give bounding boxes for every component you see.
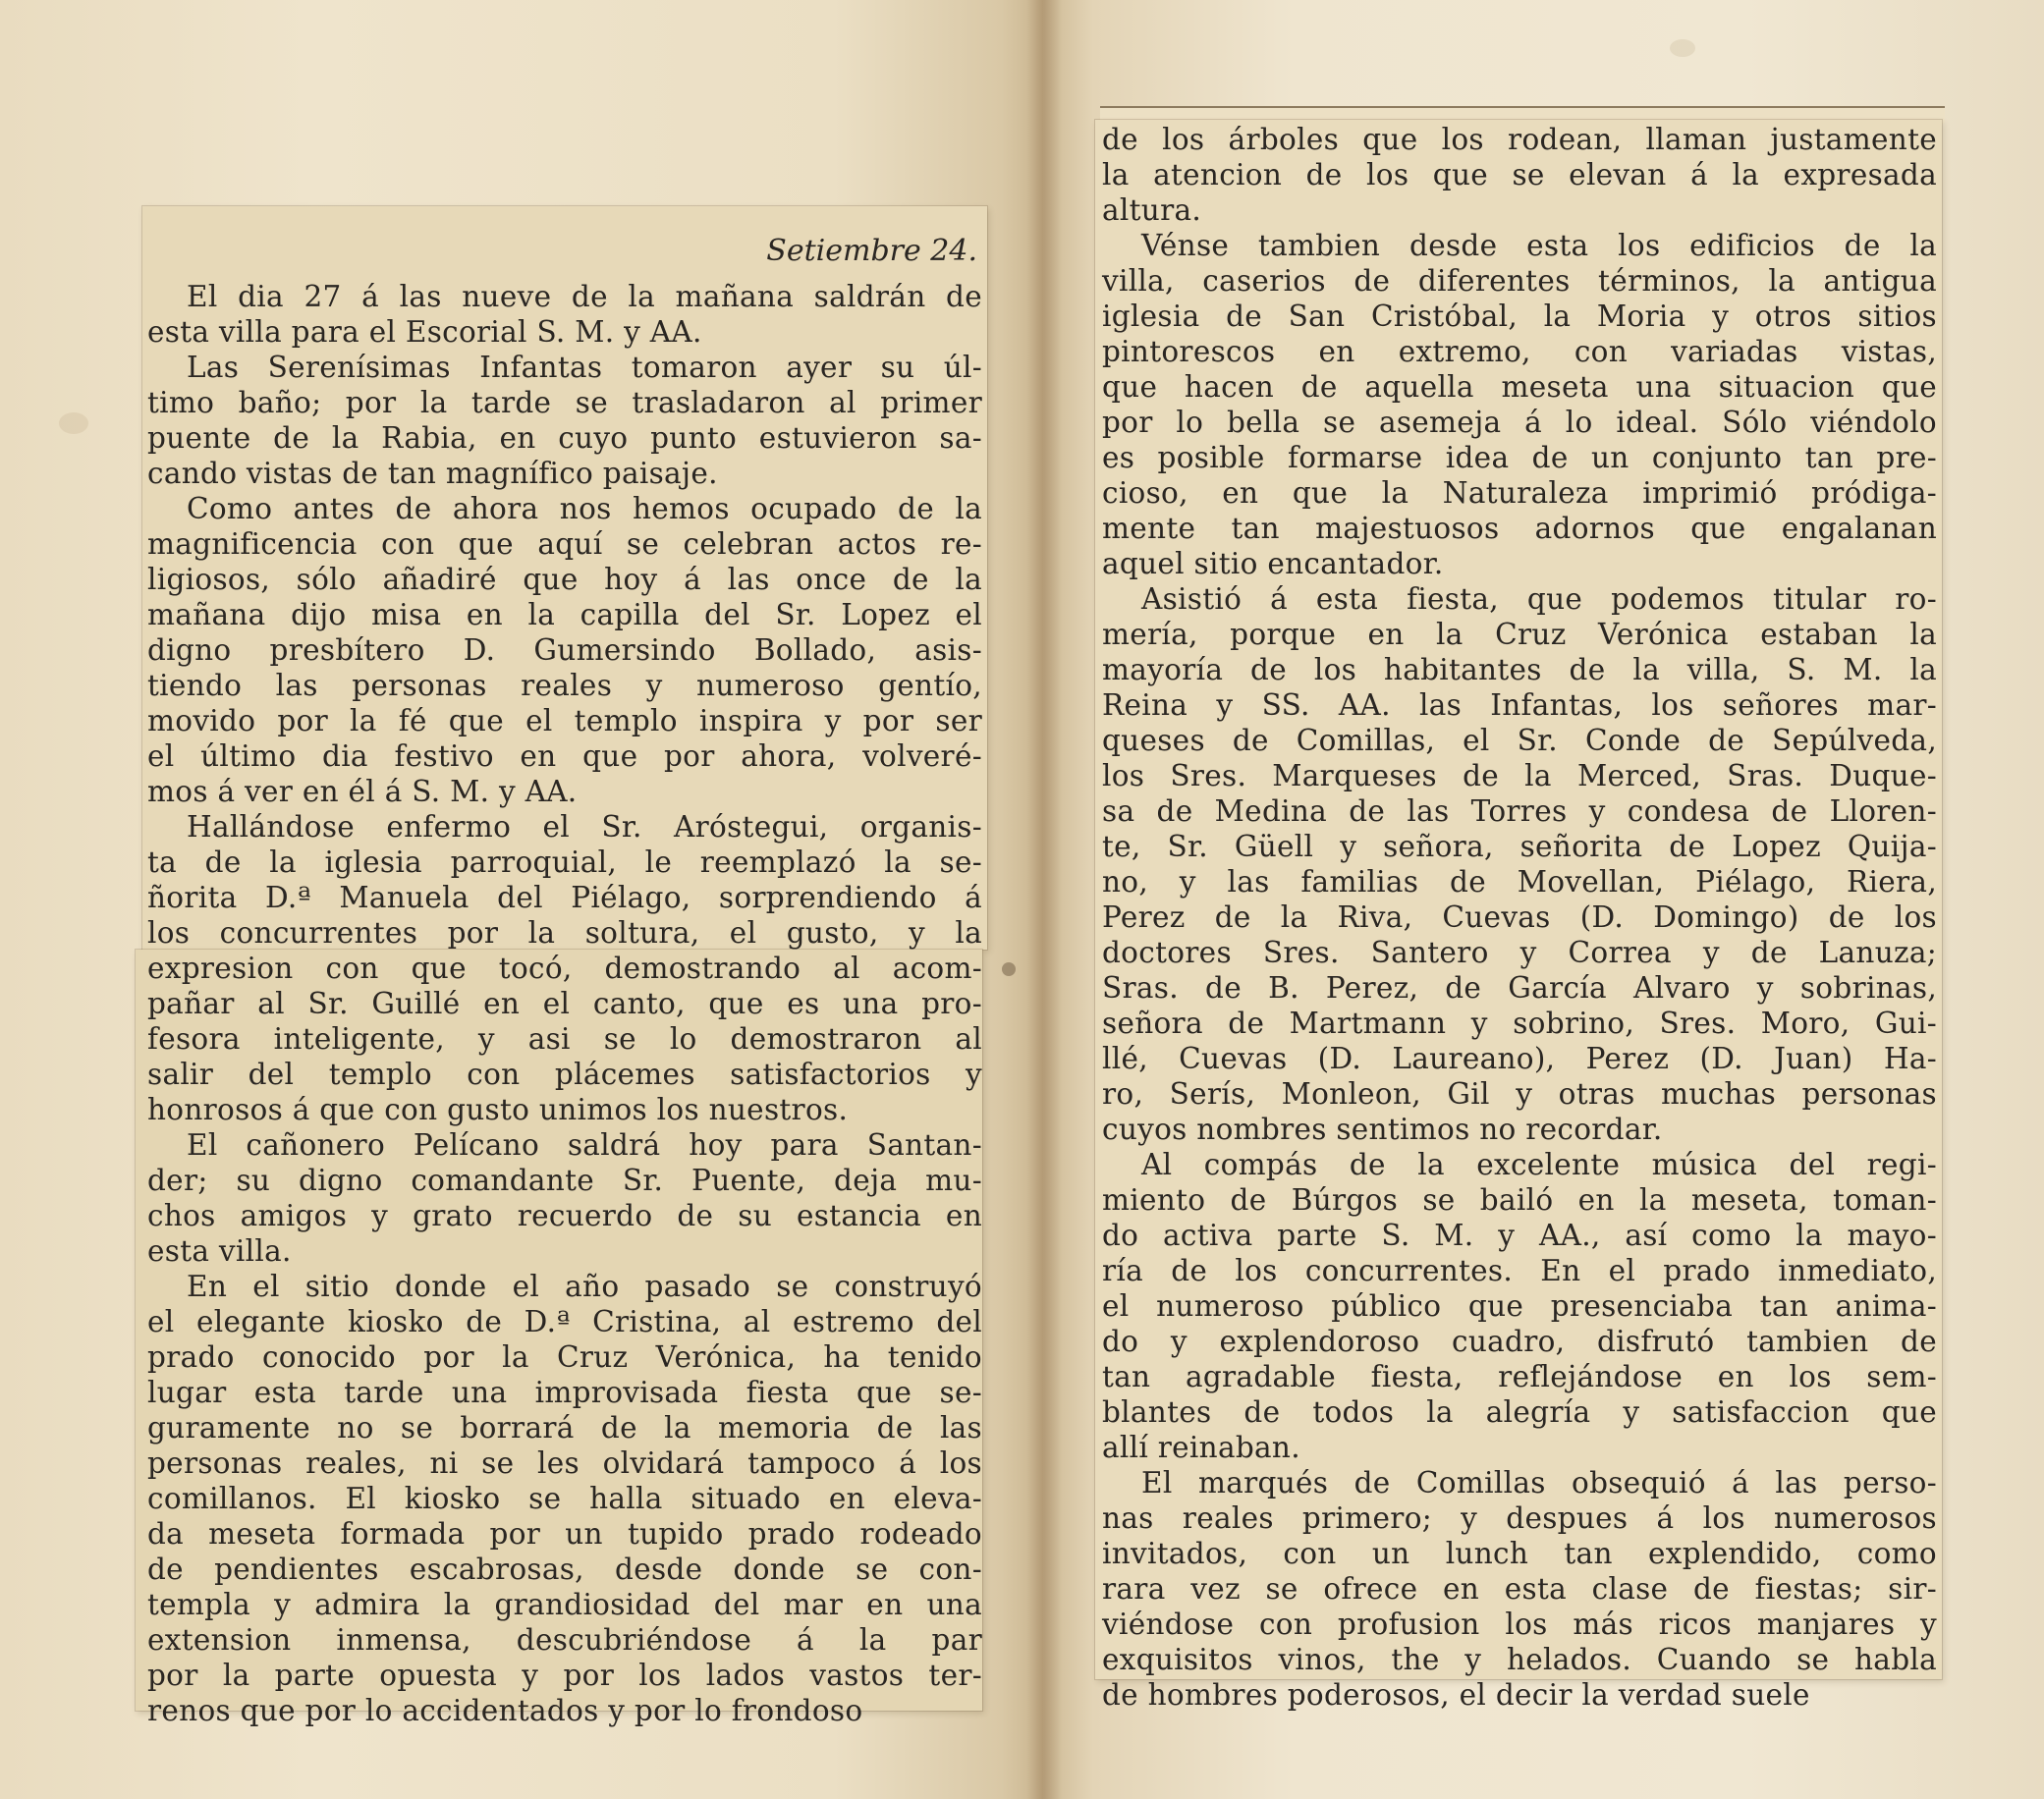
text-line: pintorescos en extremo, con variadas vistas, [1102,335,1937,368]
text-line: El cañonero Pelícano saldrá hoy para Santan- [187,1128,982,1162]
text-line: por la parte opuesta y por los lados vastos ter- [147,1659,982,1692]
text-line: tan agradable fiesta, reflejándose en los sem- [1102,1360,1937,1393]
text-line: renos que por lo accidentados y por lo frondoso [147,1694,863,1727]
text-line: de pendientes escabrosas, desde donde se con- [147,1553,982,1586]
left-column-text [147,279,982,1728]
text-line: salir del templo con plácemes satisfactorios y [147,1058,982,1091]
text-line: mería, porque en la Cruz Verónica estaban la [1102,618,1937,651]
text-line: exquisitos vinos, the y helados. Cuando se habla [1102,1643,1937,1676]
text-line: de los árboles que los rodean, llaman justamente [1102,123,1937,156]
text-line: Como antes de ahora nos hemos ocupado de la [187,492,982,525]
text-line: llé, Cuevas (D. Laureano), Perez (D. Juan) Ha- [1102,1042,1937,1075]
text-line: queses de Comillas, el Sr. Conde de Sepúlveda, [1102,724,1937,757]
text-line: blantes de todos la alegría y satisfaccion que [1102,1395,1937,1429]
text-line: Hallándose enfermo el Sr. Aróstegui, organis- [187,810,982,844]
text-line: el numeroso público que presenciaba tan anima- [1102,1289,1937,1323]
text-line: chos amigos y grato recuerdo de su estancia en [147,1199,982,1232]
text-line: ro, Serís, Monleon, Gil y otras muchas personas [1102,1077,1937,1111]
text-line: comillanos. El kiosko se halla situado en eleva- [147,1482,982,1515]
text-line: miento de Búrgos se bailó en la meseta, toman- [1102,1183,1937,1217]
foxing-spot [1670,39,1695,57]
foxing-spot [1002,962,1016,976]
text-line: El dia 27 á las nueve de la mañana saldrán de [187,280,982,313]
right-column-text [1102,122,1937,1713]
text-line: fesora inteligente, y asi se lo demostraron al [147,1022,982,1056]
text-line: nas reales primero; y despues á los numerosos [1102,1501,1937,1535]
text-line: Reina y SS. AA. las Infantas, los señores mar- [1102,688,1937,722]
text-line: pañar al Sr. Guillé en el canto, que es una pro- [147,987,982,1020]
text-line: esta villa para el Escorial S. M. y AA. [147,315,702,349]
text-line: ría de los concurrentes. En el prado inmediato, [1102,1254,1937,1287]
text-line: mente tan majestuosos adornos que engalanan [1102,512,1937,545]
text-line: rara vez se ofrece en esta clase de fiestas; sir- [1102,1572,1937,1606]
text-line: ñorita D.ª Manuela del Piélago, sorprendiendo á [147,881,982,914]
text-line: lugar esta tarde una improvisada fiesta que se- [147,1376,982,1409]
text-line: mos á ver en él á S. M. y AA. [147,775,578,808]
book-gutter [1026,0,1062,1799]
text-line: es posible formarse idea de un conjunto tan pre- [1102,441,1937,474]
text-line: Perez de la Riva, Cuevas (D. Domingo) de los [1102,900,1937,934]
text-line: puente de la Rabia, en cuyo punto estuvieron sa- [147,421,982,455]
text-line: do activa parte S. M. y AA., así como la mayo- [1102,1219,1937,1252]
text-line: invitados, con un lunch tan explendido, como [1102,1537,1937,1570]
text-line: los concurrentes por la soltura, el gusto, y la [147,916,982,950]
text-line: da meseta formada por un tupido prado rodeado [147,1517,982,1551]
text-line: timo baño; por la tarde se trasladaron al primer [147,386,982,419]
text-line: Vénse tambien desde esta los edificios de la [1141,229,1937,262]
text-line: ta de la iglesia parroquial, le reemplazó la se- [147,845,982,879]
foxing-spot [59,412,88,434]
text-line: esta villa. [147,1234,292,1268]
text-line: no, y las familias de Movellan, Piélago, Riera, [1102,865,1937,899]
text-line: que hacen de aquella meseta una situacion que [1102,370,1937,404]
text-line: Al compás de la excelente música del regi- [1141,1148,1937,1181]
text-line: villa, caserios de diferentes términos, la antigua [1102,264,1937,298]
text-line: Asistió á esta fiesta, que podemos titular ro- [1141,582,1937,616]
text-line: ligiosos, sólo añadiré que hoy á las once de la [147,563,982,596]
text-line: los Sres. Marqueses de la Merced, Sras. Duque- [1102,759,1937,792]
text-line: magnificencia con que aquí se celebran actos re- [147,527,982,561]
text-line: la atencion de los que se elevan á la expresada [1102,158,1937,191]
text-line: mañana dijo misa en la capilla del Sr. Lopez el [147,598,982,631]
text-line: prado conocido por la Cruz Verónica, ha tenido [147,1340,982,1374]
text-line: En el sitio donde el año pasado se construyó [187,1270,982,1303]
text-line: der; su digno comandante Sr. Puente, deja mu- [147,1164,982,1197]
text-line: el último dia festivo en que por ahora, volveré- [147,739,982,773]
text-line: El marqués de Comillas obsequió á las perso- [1141,1466,1937,1499]
dateline: Setiembre 24. [766,234,977,268]
text-line: el elegante kiosko de D.ª Cristina, al estremo del [147,1305,982,1338]
text-line: do y explendoroso cuadro, disfrutó tambien de [1102,1325,1937,1358]
text-line: movido por la fé que el templo inspira y por ser [147,704,982,737]
text-line: de hombres poderosos, el decir la verdad suele [1102,1678,1810,1712]
text-line: señora de Martmann y sobrino, Sres. Moro, Gui- [1102,1007,1937,1040]
text-line: Las Serenísimas Infantas tomaron ayer su úl- [187,351,982,384]
text-line: tiendo las personas reales y numeroso gentío, [147,669,982,702]
text-line: templa y admira la grandiosidad del mar en una [147,1588,982,1621]
text-line: Sras. de B. Perez, de García Alvaro y sobrinas, [1102,971,1937,1005]
text-line: allí reinaban. [1102,1431,1300,1464]
text-line: expresion con que tocó, demostrando al acom- [147,952,982,985]
text-line: aquel sitio encantador. [1102,547,1444,580]
text-line: viéndose con profusion los más ricos manjares y [1102,1608,1937,1641]
text-line: guramente no se borrará de la memoria de las [147,1411,982,1445]
text-line: altura. [1102,193,1202,227]
text-line: extension inmensa, descubriéndose á la par [147,1623,982,1657]
text-line: cuyos nombres sentimos no recordar. [1102,1113,1663,1146]
text-line: mayoría de los habitantes de la villa, S. M. la [1102,653,1937,686]
text-line: personas reales, ni se les olvidará tampoco á los [147,1446,982,1480]
text-line: doctores Sres. Santero y Correa y de Lanuza; [1102,936,1937,969]
text-line: iglesia de San Cristóbal, la Moria y otros sitios [1102,300,1937,333]
text-line: cando vistas de tan magnífico paisaje. [147,457,718,490]
text-line: digno presbítero D. Gumersindo Bollado, asis- [147,633,982,667]
text-line: honrosos á que con gusto unimos los nuestros. [147,1093,849,1126]
text-line: por lo bella se asemeja á lo ideal. Sólo viéndolo [1102,406,1937,439]
text-line: sa de Medina de las Torres y condesa de Lloren- [1102,794,1937,828]
text-line: te, Sr. Güell y señora, señorita de Lopez Quija- [1102,830,1937,863]
text-line: cioso, en que la Naturaleza imprimió pródiga- [1102,476,1937,510]
